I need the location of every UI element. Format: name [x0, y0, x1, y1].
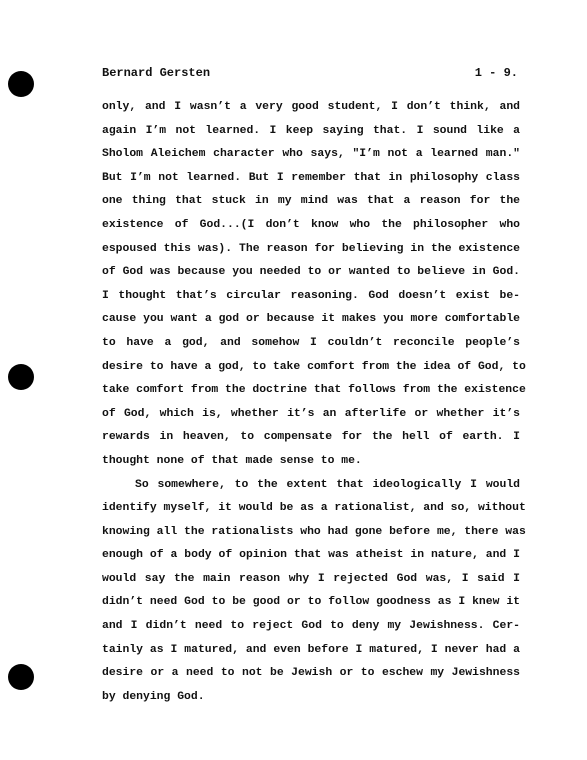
punch-hole [8, 364, 34, 390]
text-line: would say the main reason why I rejected God was, I said I [102, 572, 520, 585]
text-line: of God, which is, whether it’s an afterlife or whether it’s [102, 407, 520, 420]
text-line: to have a god, and somehow I couldn’t reconcile people’s [102, 336, 520, 349]
paragraph [102, 474, 526, 710]
text-line: enough of a body of opinion that was atheist in nature, and I [102, 549, 520, 562]
text-line: So somewhere, to the extent that ideologically I would [135, 478, 520, 491]
text-line: again I’m not learned. I keep saying that. I sound like a [102, 124, 520, 137]
page-number: 1 - 9. [474, 66, 518, 80]
text-line: desire or a need to not be Jewish or to eschew my Jewishness [102, 667, 520, 680]
text-line: knowing all the rationalists who had gone before me, there was [102, 525, 526, 538]
text-line: of God was because you needed to or wanted to believe in God. [102, 266, 520, 279]
punch-hole [8, 664, 34, 690]
punch-hole [8, 71, 34, 97]
text-line: and I didn’t need to reject God to deny my Jewishness. Cer- [102, 620, 520, 633]
page-header [102, 66, 518, 82]
text-line: I thought that’s circular reasoning. God doesn’t exist be- [102, 289, 520, 302]
transcript-body [102, 96, 526, 709]
text-line: didn’t need God to be good or to follow goodness as I knew it [102, 596, 520, 609]
text-line: one thing that stuck in my mind was that a reason for the [102, 195, 520, 208]
text-line: desire to have a god, to take comfort from the idea of God, to [102, 360, 526, 373]
text-line: by denying God. [102, 690, 205, 703]
text-line: But I’m not learned. But I remember that in philosophy class [102, 171, 520, 184]
text-line: tainly as I matured, and even before I matured, I never had a [102, 643, 520, 656]
text-line: thought none of that made sense to me. [102, 454, 362, 467]
text-line: identify myself, it would be as a rationalist, and so, without [102, 502, 526, 515]
text-line: Sholom Aleichem character who says, "I’m not a learned man." [102, 148, 520, 161]
text-line: take comfort from the doctrine that follows from the existence [102, 384, 526, 397]
text-line: cause you want a god or because it makes you more comfortable [102, 313, 520, 326]
text-line: only, and I wasn’t a very good student, I don’t think, and [102, 101, 520, 113]
text-line: espoused this was). The reason for believing in the existence [102, 242, 520, 255]
text-line: existence of God...(I don’t know who the philosopher who [102, 218, 520, 231]
text-line: rewards in heaven, to compensate for the hell of earth. I [102, 431, 520, 444]
header-author: Bernard Gersten [102, 66, 211, 80]
paragraph [102, 96, 526, 474]
